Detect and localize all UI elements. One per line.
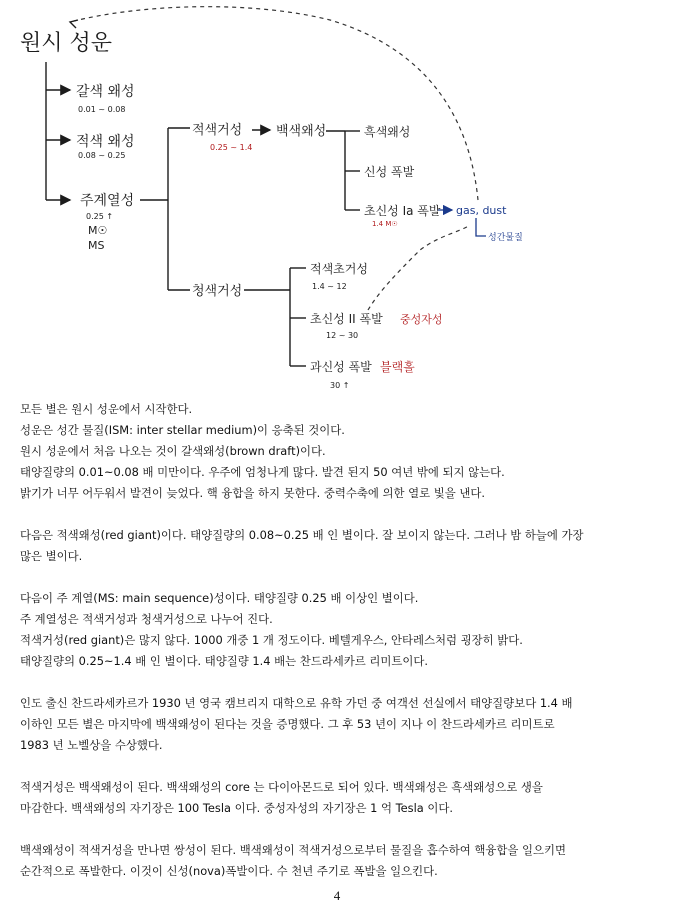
gas-dust-label: gas, dust [456, 204, 507, 217]
paragraph-line: 적색거성은 백색왜성이 된다. 백색왜성의 core 는 다이아몬드로 되어 있다. 백색왜성은 흑색왜성으로 생을 [20, 780, 543, 794]
paragraph-line: 적색거성(red giant)은 많지 않다. 1000 개중 1 개 정도이다. 베텔게우스, 안타레스처럼 굉장히 밝다. [20, 633, 523, 647]
black-hole-label: 블랙홀 [380, 360, 415, 374]
type-ia-note: 1.4 M☉ [372, 220, 398, 228]
root-label: 원시 성운 [20, 31, 113, 56]
paragraph-line: 태양질량의 0.25~1.4 배 인 별이다. 태양질량 1.4 배는 찬드라세카르 리미트이다. [20, 654, 429, 668]
red-supergiant-note: 1.4 ~ 12 [312, 282, 347, 291]
white-dwarf-label: 백색왜성 [276, 124, 327, 139]
solar-mass-symbol: M☉ [88, 224, 108, 237]
paragraph-line: 모든 별은 원시 성운에서 시작한다. [20, 402, 193, 416]
paragraph-line: 순간적으로 폭발한다. 이것이 신성(nova)폭발이다. 수 천년 주기로 폭발을 일으킨다. [20, 864, 438, 878]
hypernova-label: 과신성 폭발 [310, 360, 372, 374]
brown-dwarf-note: 0.01 ~ 0.08 [78, 105, 126, 114]
paragraph-line: 성운은 성간 물질(ISM: inter stellar medium)이 응축된 것이다. [20, 423, 345, 437]
nova-label: 신성 폭발 [364, 165, 415, 179]
brown-dwarf-label: 갈색 왜성 [76, 84, 135, 100]
black-dwarf-label: 흑색왜성 [364, 125, 411, 139]
neutron-star-label: 중성자성 [400, 313, 443, 326]
main-sequence-label: 주계열성 [80, 193, 135, 209]
paragraph-line: 다음이 주 계열(MS: main sequence)성이다. 태양질량 0.25 배 이상인 별이다. [20, 591, 419, 605]
paragraph-line: 밝기가 너무 어두워서 발견이 늦었다. 핵 융합을 하지 못한다. 중력수축에 의한 열로 빛을 낸다. [20, 486, 486, 500]
type-ii-label: 초신성 II 폭발 [310, 312, 383, 326]
type-ii-note: 12 ~ 30 [326, 331, 359, 340]
stellar-evolution-diagram [0, 0, 674, 400]
ms-mass-note: 0.25 ↑ [86, 212, 114, 221]
paragraph-line: 주 계열성은 적색거성과 청색거성으로 나누어 진다. [20, 612, 273, 626]
recycle-dashed-arrow [70, 7, 478, 200]
paragraph-line: 다음은 적색왜성(red giant)이다. 태양질량의 0.08~0.25 배 인 별이다. 잘 보이지 않는다. 그러나 밤 하늘에 가장 [20, 528, 584, 542]
page-number: 4 [333, 888, 341, 903]
hypernova-note: 30 ↑ [330, 381, 350, 390]
paragraph-line: 많은 별이다. [20, 549, 83, 563]
red-giant-label: 적색거성 [192, 123, 243, 138]
red-dwarf-label: 적색 왜성 [76, 134, 135, 150]
type-ia-label: 초신성 Ia 폭발 [364, 204, 441, 218]
red-supergiant-label: 적색초거성 [310, 262, 368, 276]
red-dwarf-note: 0.08 ~ 0.25 [78, 151, 126, 160]
paragraph-line: 인도 출신 찬드라세카르가 1930 년 영국 캠브리지 대학으로 유학 가던 중 여객선 선실에서 태양질량보다 1.4 배 [20, 696, 573, 710]
body-text [20, 399, 656, 882]
paragraph-line: 태양질량의 0.01~0.08 배 미만이다. 우주에 엄청나게 많다. 발견 된지 50 여년 밖에 되지 않는다. [20, 465, 505, 479]
to-interstellar-line [476, 218, 486, 236]
red-giant-note: 0.25 ~ 1.4 [210, 143, 253, 152]
recycle-arrowhead [70, 20, 78, 28]
paragraph-line: 이하인 모든 별은 마지막에 백색왜성이 된다는 것을 증명했다. 그 후 53 년이 지나 이 찬드라세카르 리미트로 [20, 717, 555, 731]
neutron-dashed-link [368, 225, 470, 310]
paragraph-line: 마감한다. 백색왜성의 자기장은 100 Tesla 이다. 중성자성의 자기장은 1 억 Tesla 이다. [20, 801, 453, 815]
interstellar-label: 성간물질 [488, 233, 523, 243]
paragraph-line: 1983 년 노벨상을 수상했다. [20, 738, 163, 752]
paragraph-line: 원시 성운에서 처음 나오는 것이 갈색왜성(brown draft)이다. [20, 444, 326, 458]
paragraph-line: 백색왜성이 적색거성을 만나면 쌍성이 된다. 백색왜성이 적색거성으로부터 물질을 흡수하여 핵융합을 일으키면 [20, 843, 566, 857]
blue-giant-label: 청색거성 [192, 284, 243, 299]
ms-abbrev: MS [88, 239, 105, 252]
